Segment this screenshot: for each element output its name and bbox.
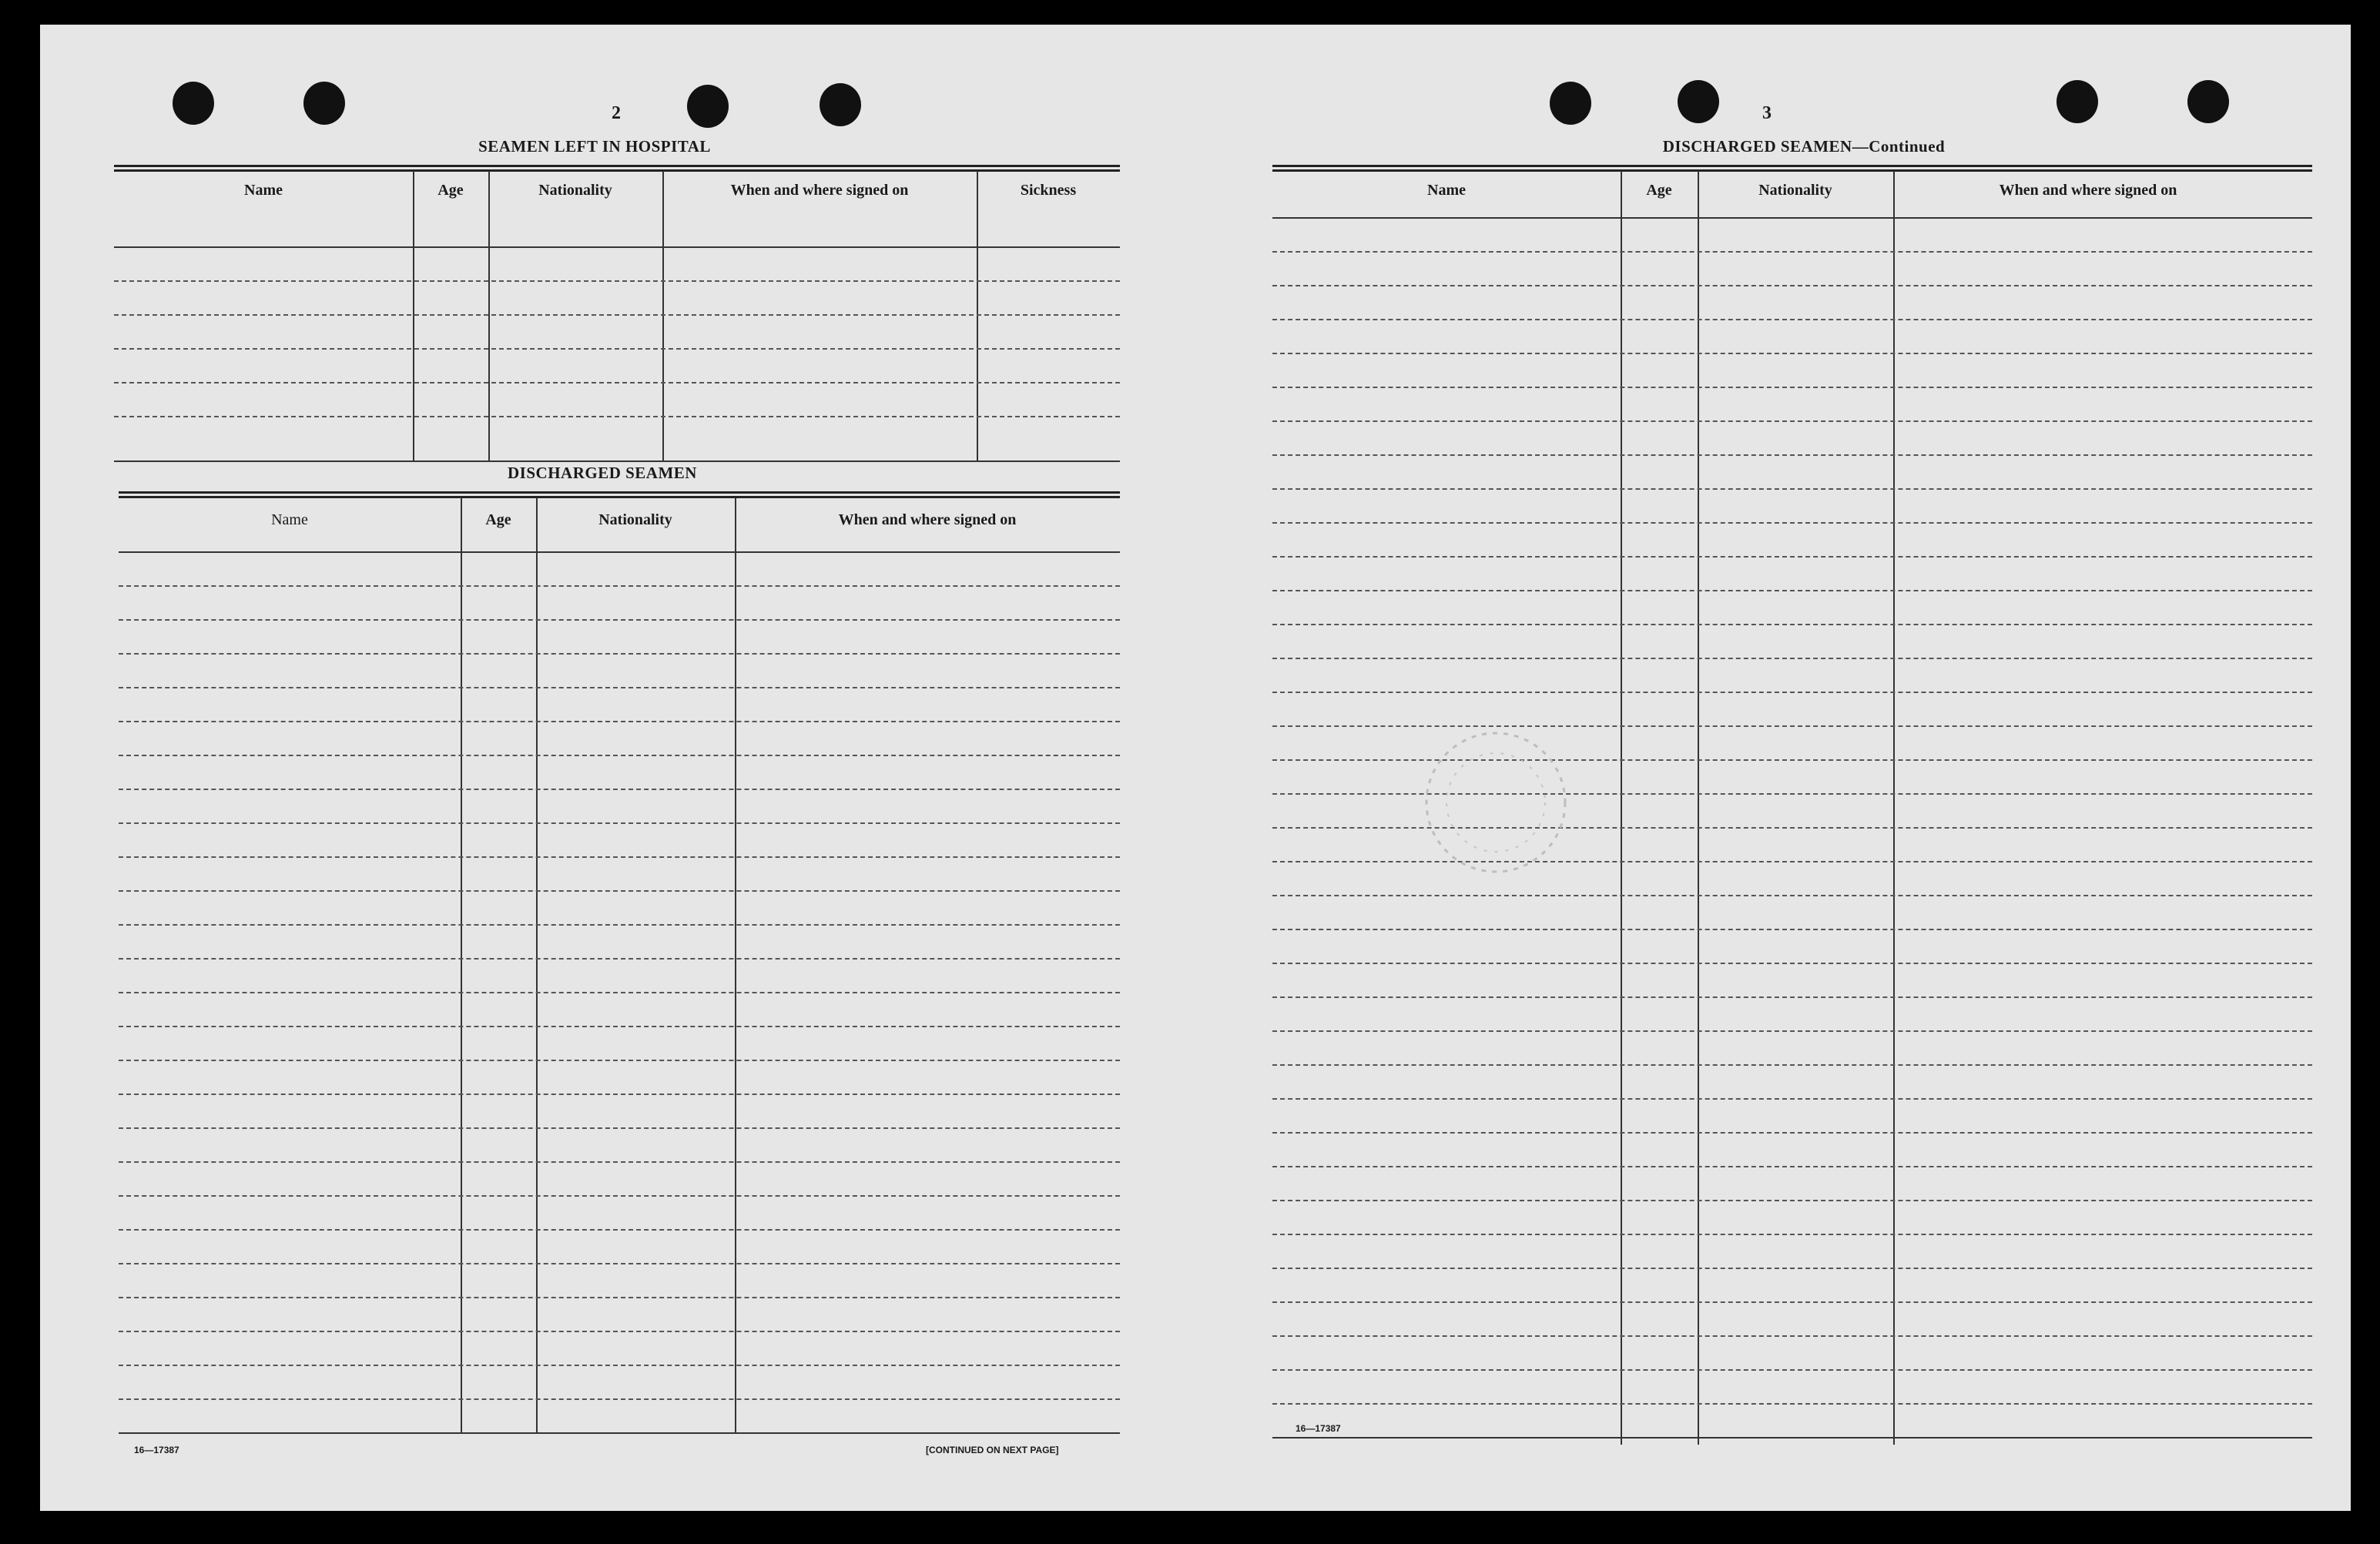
col-header-name: Name: [1427, 182, 1466, 199]
discharged-section-title-left: DISCHARGED SEAMEN: [508, 464, 697, 482]
punch-hole: [1550, 82, 1591, 125]
page-number-right: 3: [1762, 103, 1772, 123]
continued-suffix: —Continued: [1852, 137, 1946, 156]
punch-hole: [687, 85, 729, 128]
col-header-signed-on: When and where signed on: [730, 182, 909, 199]
col-header-name: Name: [271, 511, 308, 528]
punch-hole: [173, 82, 214, 125]
punch-hole: [2187, 80, 2229, 123]
form-sheet: [40, 25, 2351, 1511]
discharged-section-title-right: [1588, 137, 2020, 156]
hospital-section-title: SEAMEN LEFT IN HOSPITAL: [478, 137, 711, 156]
punch-hole: [303, 82, 345, 125]
faint-stamp-mark: [1411, 718, 1581, 887]
col-header-nationality: Nationality: [598, 511, 672, 528]
col-header-name: Name: [244, 182, 283, 199]
continued-note: [CONTINUED ON NEXT PAGE]: [926, 1445, 1059, 1455]
col-header-signed-on: When and where signed on: [838, 511, 1017, 528]
page-number-left: 2: [612, 103, 621, 123]
col-header-age: Age: [1646, 182, 1672, 199]
form-number-right: 16—17387: [1296, 1423, 1341, 1434]
punch-hole: [2057, 80, 2098, 123]
col-header-nationality: Nationality: [1758, 182, 1832, 199]
col-header-sickness: Sickness: [1020, 182, 1077, 199]
punch-hole: [820, 83, 861, 126]
discharged-table-left: [119, 491, 1120, 1462]
col-header-signed-on: When and where signed on: [1999, 182, 2177, 199]
form-number-left: 16—17387: [134, 1445, 179, 1455]
col-header-nationality: Nationality: [538, 182, 612, 199]
punch-hole: [1678, 80, 1719, 123]
hospital-table: [114, 165, 1120, 465]
col-header-age: Age: [485, 511, 511, 528]
col-header-age: Age: [437, 182, 464, 199]
discharged-title-text: DISCHARGED SEAMEN: [1662, 137, 1852, 156]
